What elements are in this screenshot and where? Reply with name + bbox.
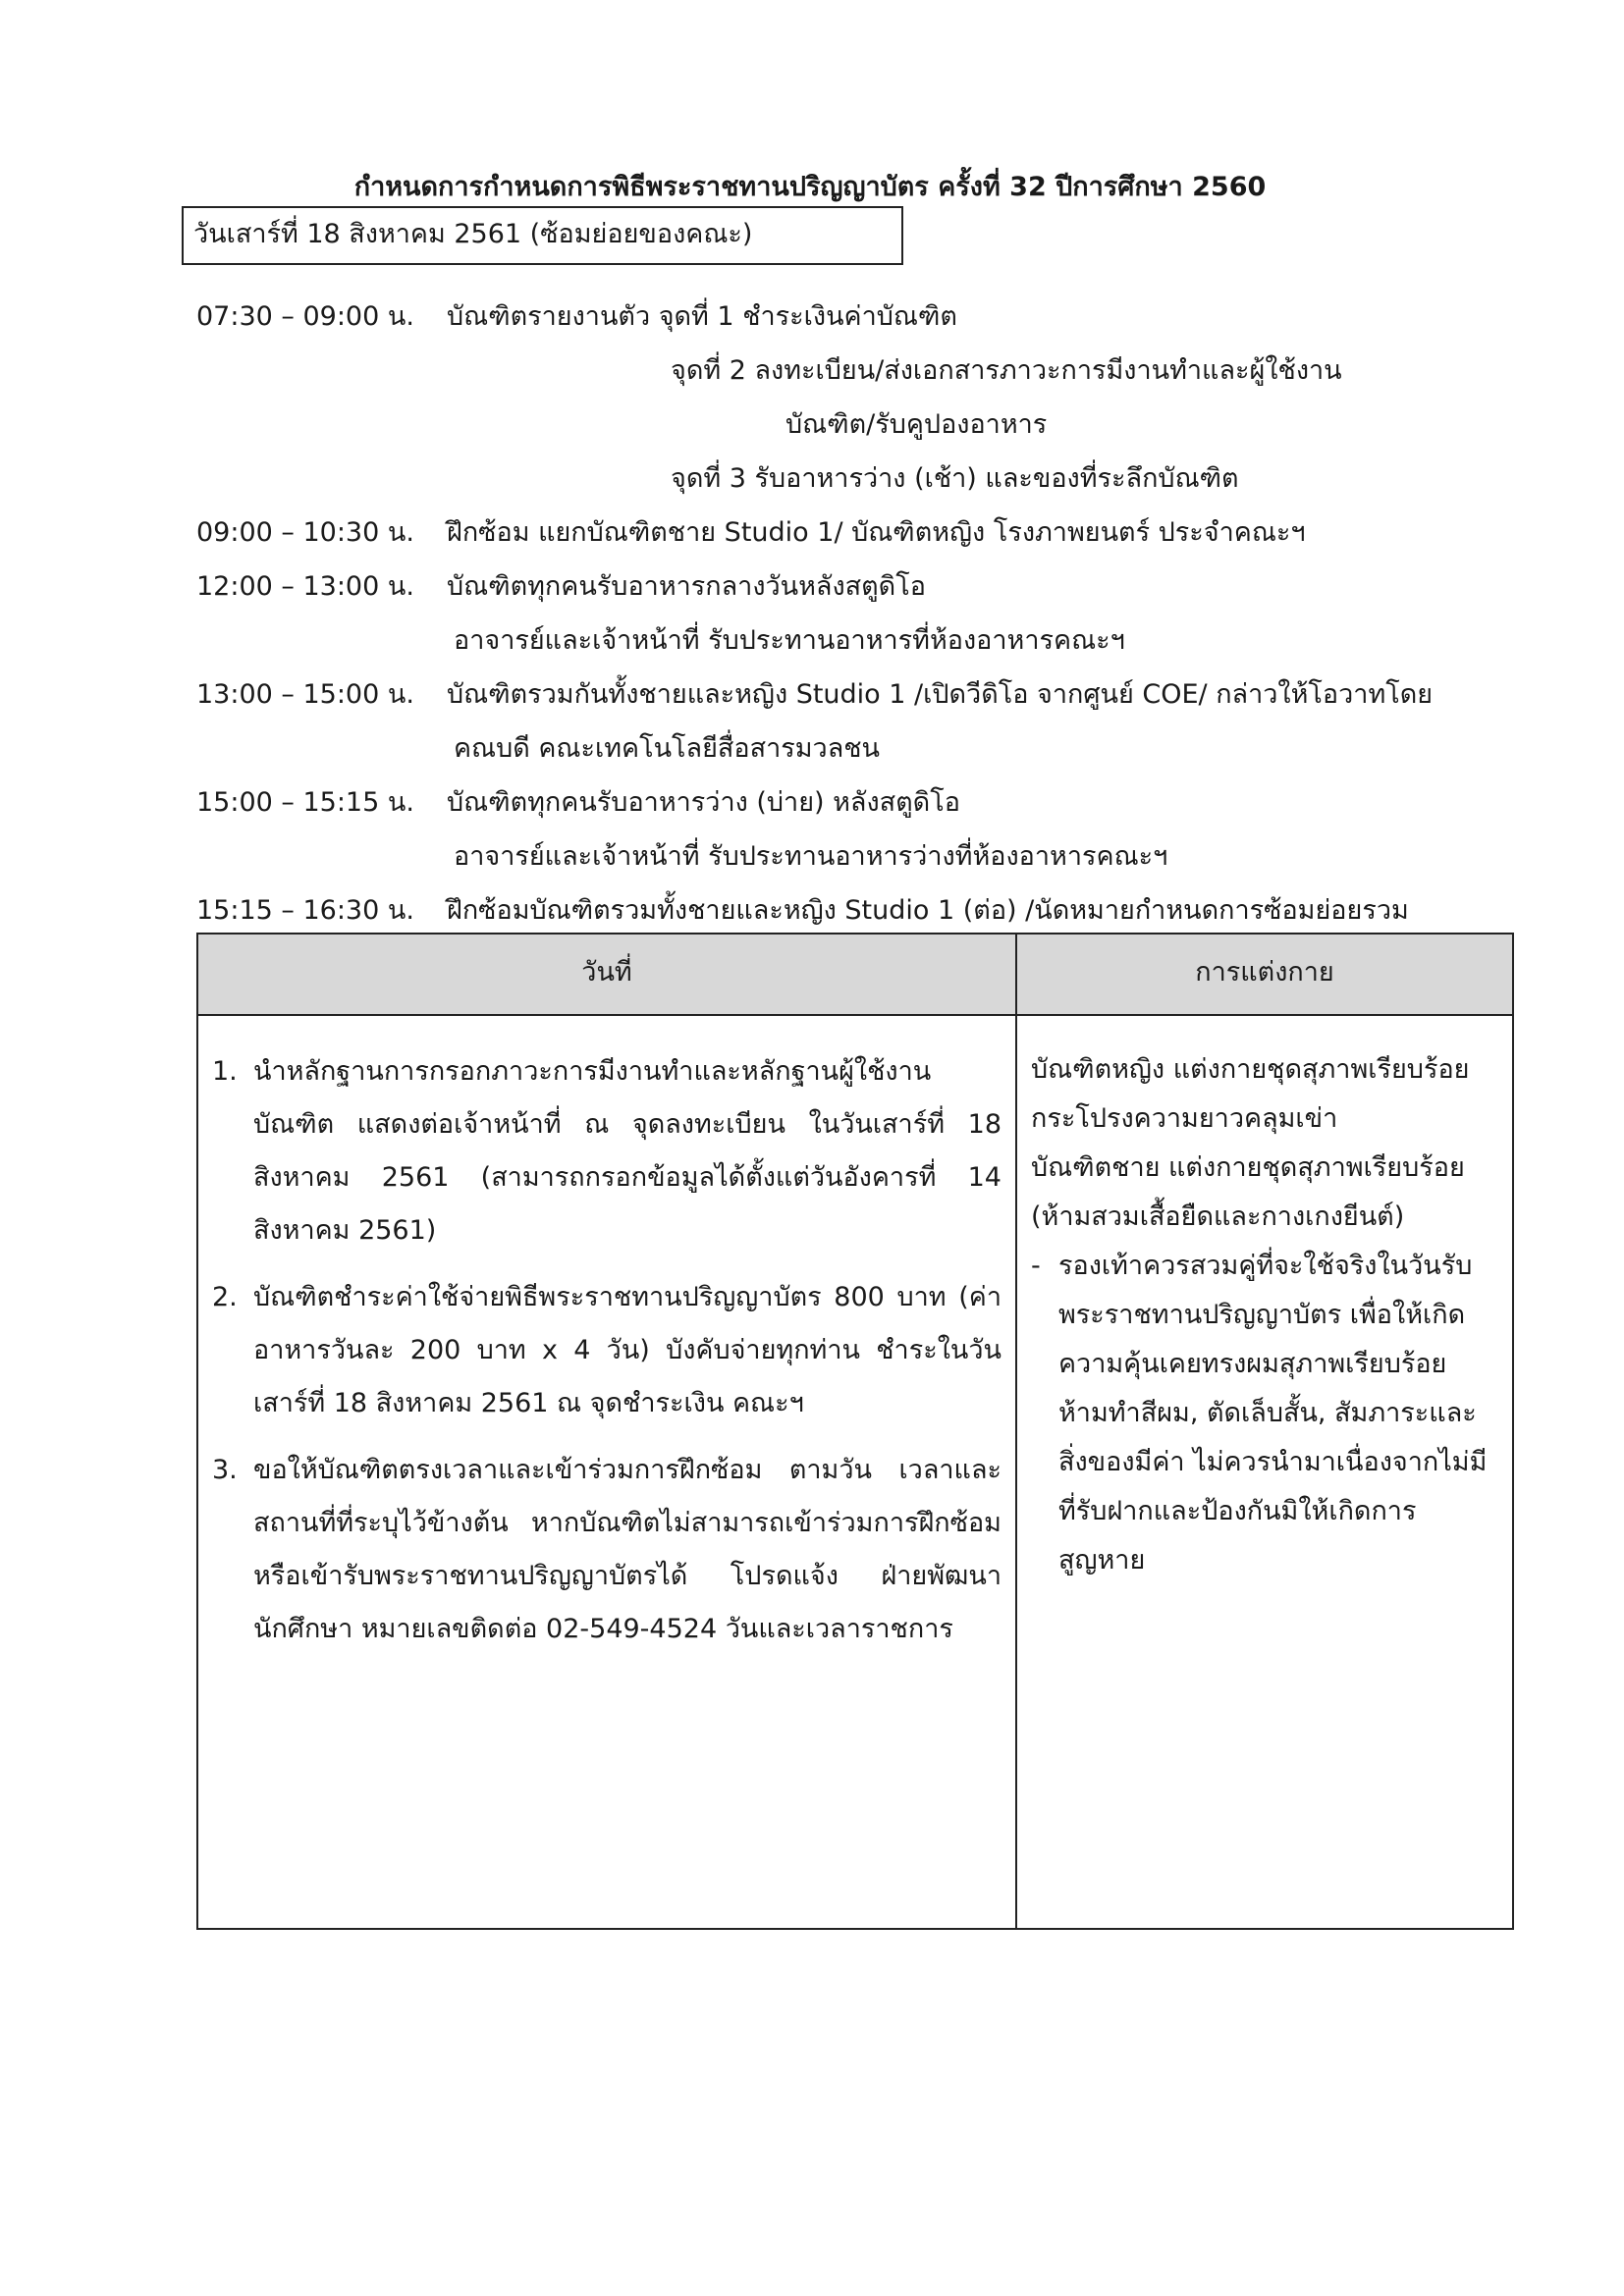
schedule-desc: อาจารย์และเจ้าหน้าที่ รับประทานอาหารว่างที่ห้องอาหารคณะฯ	[454, 841, 1168, 872]
list-item	[212, 1444, 1001, 1656]
schedule-desc: จุดที่ 2 ลงทะเบียน/ส่งเอกสารภาวะการมีงานทำและผู้ใช้งาน	[671, 355, 1342, 386]
attire-note	[1031, 1242, 1496, 1585]
date-box: วันเสาร์ที่ 18 สิงหาคม 2561 (ซ้อมย่อยของคณะ)	[182, 206, 903, 265]
table-header-row	[197, 934, 1513, 1015]
requirements-list	[212, 1045, 1001, 1656]
schedule-desc: บัณฑิตทุกคนรับอาหารกลางวันหลังสตูดิโอ	[447, 571, 926, 602]
list-item-text: บัณฑิตชำระค่าใช้จ่ายพิธีพระราชทานปริญญาบัตร 800 บาท (ค่าอาหารวันละ 200 บาท x 4 วัน) บังคับจ่ายทุกท่าน ชำระในวันเสาร์ที่ 18 สิงหาคม 2561 ณ จุดชำระเงิน คณะฯ	[253, 1282, 1001, 1418]
list-item-text: ขอให้บัณฑิตตรงเวลาและเข้าร่วมการฝึกซ้อม ตามวัน เวลาและสถานที่ที่ระบุไว้ข้างต้น หากบัณฑิตไม่สามารถเข้าร่วมการฝึกซ้อมหรือเข้ารับพระราชทานปริญญาบัตรได้ โปรดแจ้ง ฝ่ายพัฒนานักศึกษา หมายเลขติดต่อ 02-549-4524 วันและเวลาราชการ	[253, 1455, 1001, 1644]
table-row	[197, 1015, 1513, 1929]
list-item	[212, 1271, 1001, 1430]
column-header-date: วันที่	[197, 934, 1016, 1015]
list-item-text: นำหลักฐานการกรอกภาวะการมีงานทำและหลักฐานผู้ใช้งานบัณฑิต แสดงต่อเจ้าหน้าที่ ณ จุดลงทะเบียน ในวันเสาร์ที่ 18 สิงหาคม 2561 (สามารถกรอกข้อมูลได้ตั้งแต่วันอังคารที่ 14 สิงหาคม 2561)	[253, 1056, 1001, 1246]
column-header-attire: การแต่งกาย	[1016, 934, 1513, 1015]
schedule-time: 15:15 – 16:30 น.	[196, 895, 414, 926]
attire-cell	[1016, 1015, 1513, 1929]
note-dash: -	[1031, 1251, 1041, 1281]
schedule-desc: ฝึกซ้อมบัณฑิตรวมทั้งชายและหญิง Studio 1 (ต่อ) /นัดหมายกำหนดการซ้อมย่อยรวม	[447, 895, 1409, 926]
schedule-desc: บัณฑิตทุกคนรับอาหารว่าง (บ่าย) หลังสตูดิโอ	[447, 787, 960, 818]
list-item-number: 3.	[212, 1455, 238, 1485]
list-item	[212, 1045, 1001, 1257]
schedule-desc: จุดที่ 3 รับอาหารว่าง (เช้า) และของที่ระลึกบัณฑิต	[671, 463, 1239, 494]
attire-male: บัณฑิตชาย แต่งกายชุดสุภาพเรียบร้อย (ห้ามสวมเสื้อยืดและกางเกงยีนต์)	[1031, 1152, 1465, 1232]
schedule-time: 09:00 – 10:30 น.	[196, 517, 414, 548]
schedule-desc: บัณฑิตรวมกันทั้งชายและหญิง Studio 1 /เปิดวีดิโอ จากศูนย์ COE/ กล่าวให้โอวาทโดย	[447, 679, 1434, 710]
schedule-time: 07:30 – 09:00 น.	[196, 301, 414, 332]
attire-note-text: รองเท้าควรสวมคู่ที่จะใช้จริงในวันรับพระราชทานปริญญาบัตร เพื่อให้เกิดความคุ้นเคยทรงผมสุภาพเรียบร้อยห้ามทำสีผม, ตัดเล็บสั้น, สัมภาระและสิ่งของมีค่า ไม่ควรนำมาเนื่องจากไม่มีที่รับฝากและป้องกันมิให้เกิดการสูญหาย	[1058, 1251, 1488, 1575]
list-item-number: 1.	[212, 1056, 238, 1087]
page-title: กำหนดการกำหนดการพิธีพระราชทานปริญญาบัตร ครั้งที่ 32 ปีการศึกษา 2560	[353, 172, 1267, 202]
list-item-number: 2.	[212, 1282, 238, 1312]
schedule-desc: อาจารย์และเจ้าหน้าที่ รับประทานอาหารที่ห้องอาหารคณะฯ	[454, 625, 1125, 656]
schedule-desc: คณบดี คณะเทคโนโลยีสื่อสารมวลชน	[454, 733, 881, 764]
attire-female: บัณฑิตหญิง แต่งกายชุดสุภาพเรียบร้อย กระโปรงความยาวคลุมเข่า	[1031, 1054, 1470, 1134]
schedule-time: 13:00 – 15:00 น.	[196, 679, 414, 710]
schedule-time: 15:00 – 15:15 น.	[196, 787, 414, 818]
schedule-desc: บัณฑิต/รับคูปองอาหาร	[785, 409, 1048, 440]
schedule-desc: บัณฑิตรายงานตัว จุดที่ 1 ชำระเงินค่าบัณฑิต	[447, 301, 957, 332]
schedule-desc: ฝึกซ้อม แยกบัณฑิตชาย Studio 1/ บัณฑิตหญิง โรงภาพยนตร์ ประจำคณะฯ	[447, 517, 1306, 548]
requirements-cell	[197, 1015, 1016, 1929]
schedule-time: 12:00 – 13:00 น.	[196, 571, 414, 602]
info-table	[196, 933, 1514, 1930]
